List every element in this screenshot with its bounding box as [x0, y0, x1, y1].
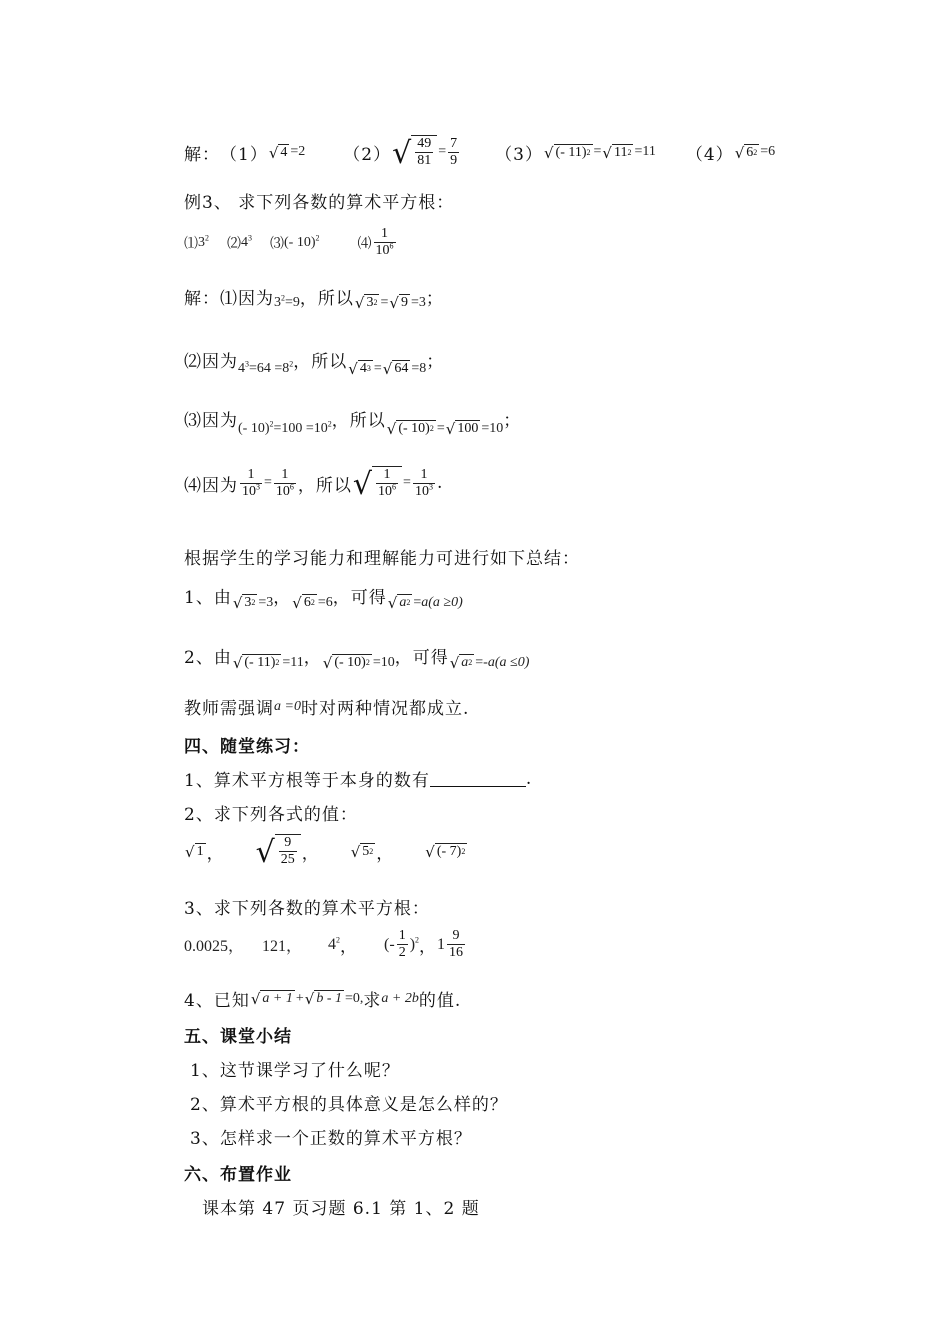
sqrt-expression: √ (- 11) 2	[543, 143, 591, 162]
summary-question-1: 1、这节课学习了什么呢？	[190, 1061, 400, 1081]
sqrt-expression: √ 4	[268, 143, 288, 162]
item-number: （4）	[685, 144, 734, 165]
fraction: $\frac{1}{10^6}$	[375, 226, 394, 259]
result: =2	[290, 144, 306, 160]
solution-3-line-1: 解：⑴因为 $3^2=9$ ，所以 √ 3 2 = √ 9 =3 ；	[184, 289, 444, 312]
fraction: $\frac{7}{9}$	[450, 135, 458, 168]
sqrt-expression: √ 6 2	[734, 143, 758, 162]
solution-label: 解：	[184, 144, 220, 165]
result: =11	[634, 144, 656, 160]
example-3-items	[184, 226, 398, 259]
exercise-3: 3、求下列各数的算术平方根：	[184, 899, 430, 919]
solution-3-line-4: ⑷因为 $\frac{1}{10^3}$ = $\frac{1}{10^6}$ ，所以 √ $\frac{1}{10^6}$ = $\frac{1}{10^3}$ .	[184, 466, 444, 503]
summary-rule-1: 1、由 √ 3 2 =3 ， √ 6 2 =6 ，可得 √ a 2 = a(a ≥0)	[184, 588, 463, 612]
section-4-heading: 四、随堂练习：	[184, 737, 310, 757]
value: $3^2$	[198, 232, 209, 250]
section-6-heading: 六、布置作业	[184, 1165, 292, 1185]
example-3-title: 例3、 求下列各数的算术平方根：	[184, 193, 455, 213]
exercise-1: 1、算术平方根等于本身的数有 .	[184, 768, 533, 791]
equals: =	[593, 144, 602, 160]
summary-rule-2: 2、由 √ (- 11) 2 =11 ， √ (- 10) 2 =10 ，可得 √ a 2 =- a(a ≤0)	[184, 648, 530, 672]
item-number: （1）	[220, 144, 268, 165]
equals: =	[438, 144, 447, 160]
section-5-heading: 五、课堂小结	[184, 1027, 292, 1047]
solution-3-line-2: ⑵因为 $4^3=64 =8^2$ ，所以 √ 4 3 = √ 64 =8 ；	[184, 352, 445, 378]
value: $4^3$	[241, 232, 252, 250]
value: (- 10)$^2$	[284, 232, 320, 250]
solution-3-line-3: ⑶因为 (- $10)^2=100 =10^2$ ，所以 √ (- 10) 2 = √ 100 =10 ；	[184, 411, 522, 438]
sqrt-fraction: √ $\frac{49}{81}$	[392, 135, 437, 169]
item-number: ⑴	[184, 236, 198, 252]
item-number: ⑵	[227, 236, 241, 252]
exercise-3-items: 0.0025， 121， $4^2$ ， (- $\frac{1}{2}$ )$^2$ ， 1 $\frac{9}{16}$	[184, 928, 464, 961]
exercise-4: 4、已知 √ a + 1 + √ b - 1 =0, 求 a + 2b 的值.	[184, 990, 462, 1011]
sqrt-expression: √ 11 2	[602, 143, 632, 162]
exercise-2-items: √ 1 ， √ $\frac{9}{25}$ ， √ 5 2 ， √ (- 7) 2	[185, 835, 466, 871]
teacher-note: 教师需强调 a =0 时对两种情况都成立.	[184, 698, 470, 719]
item-number: （3）	[495, 144, 543, 165]
answer-blank[interactable]	[430, 770, 526, 787]
summary-intro: 根据学生的学习能力和理解能力可进行如下总结：	[184, 549, 580, 569]
solution-line	[184, 135, 776, 172]
summary-question-2: 2、算术平方根的具体意义是怎么样的？	[190, 1095, 508, 1115]
exercise-2: 2、求下列各式的值：	[184, 805, 358, 825]
result: =6	[760, 144, 776, 160]
item-number: ⑶	[270, 236, 284, 252]
item-number: ⑷	[357, 236, 372, 252]
summary-question-3: 3、怎样求一个正数的算术平方根？	[190, 1129, 472, 1149]
item-number: （2）	[343, 144, 392, 165]
homework-text: 课本第 47 页习题 6.1 第 1、2 题	[202, 1199, 480, 1219]
